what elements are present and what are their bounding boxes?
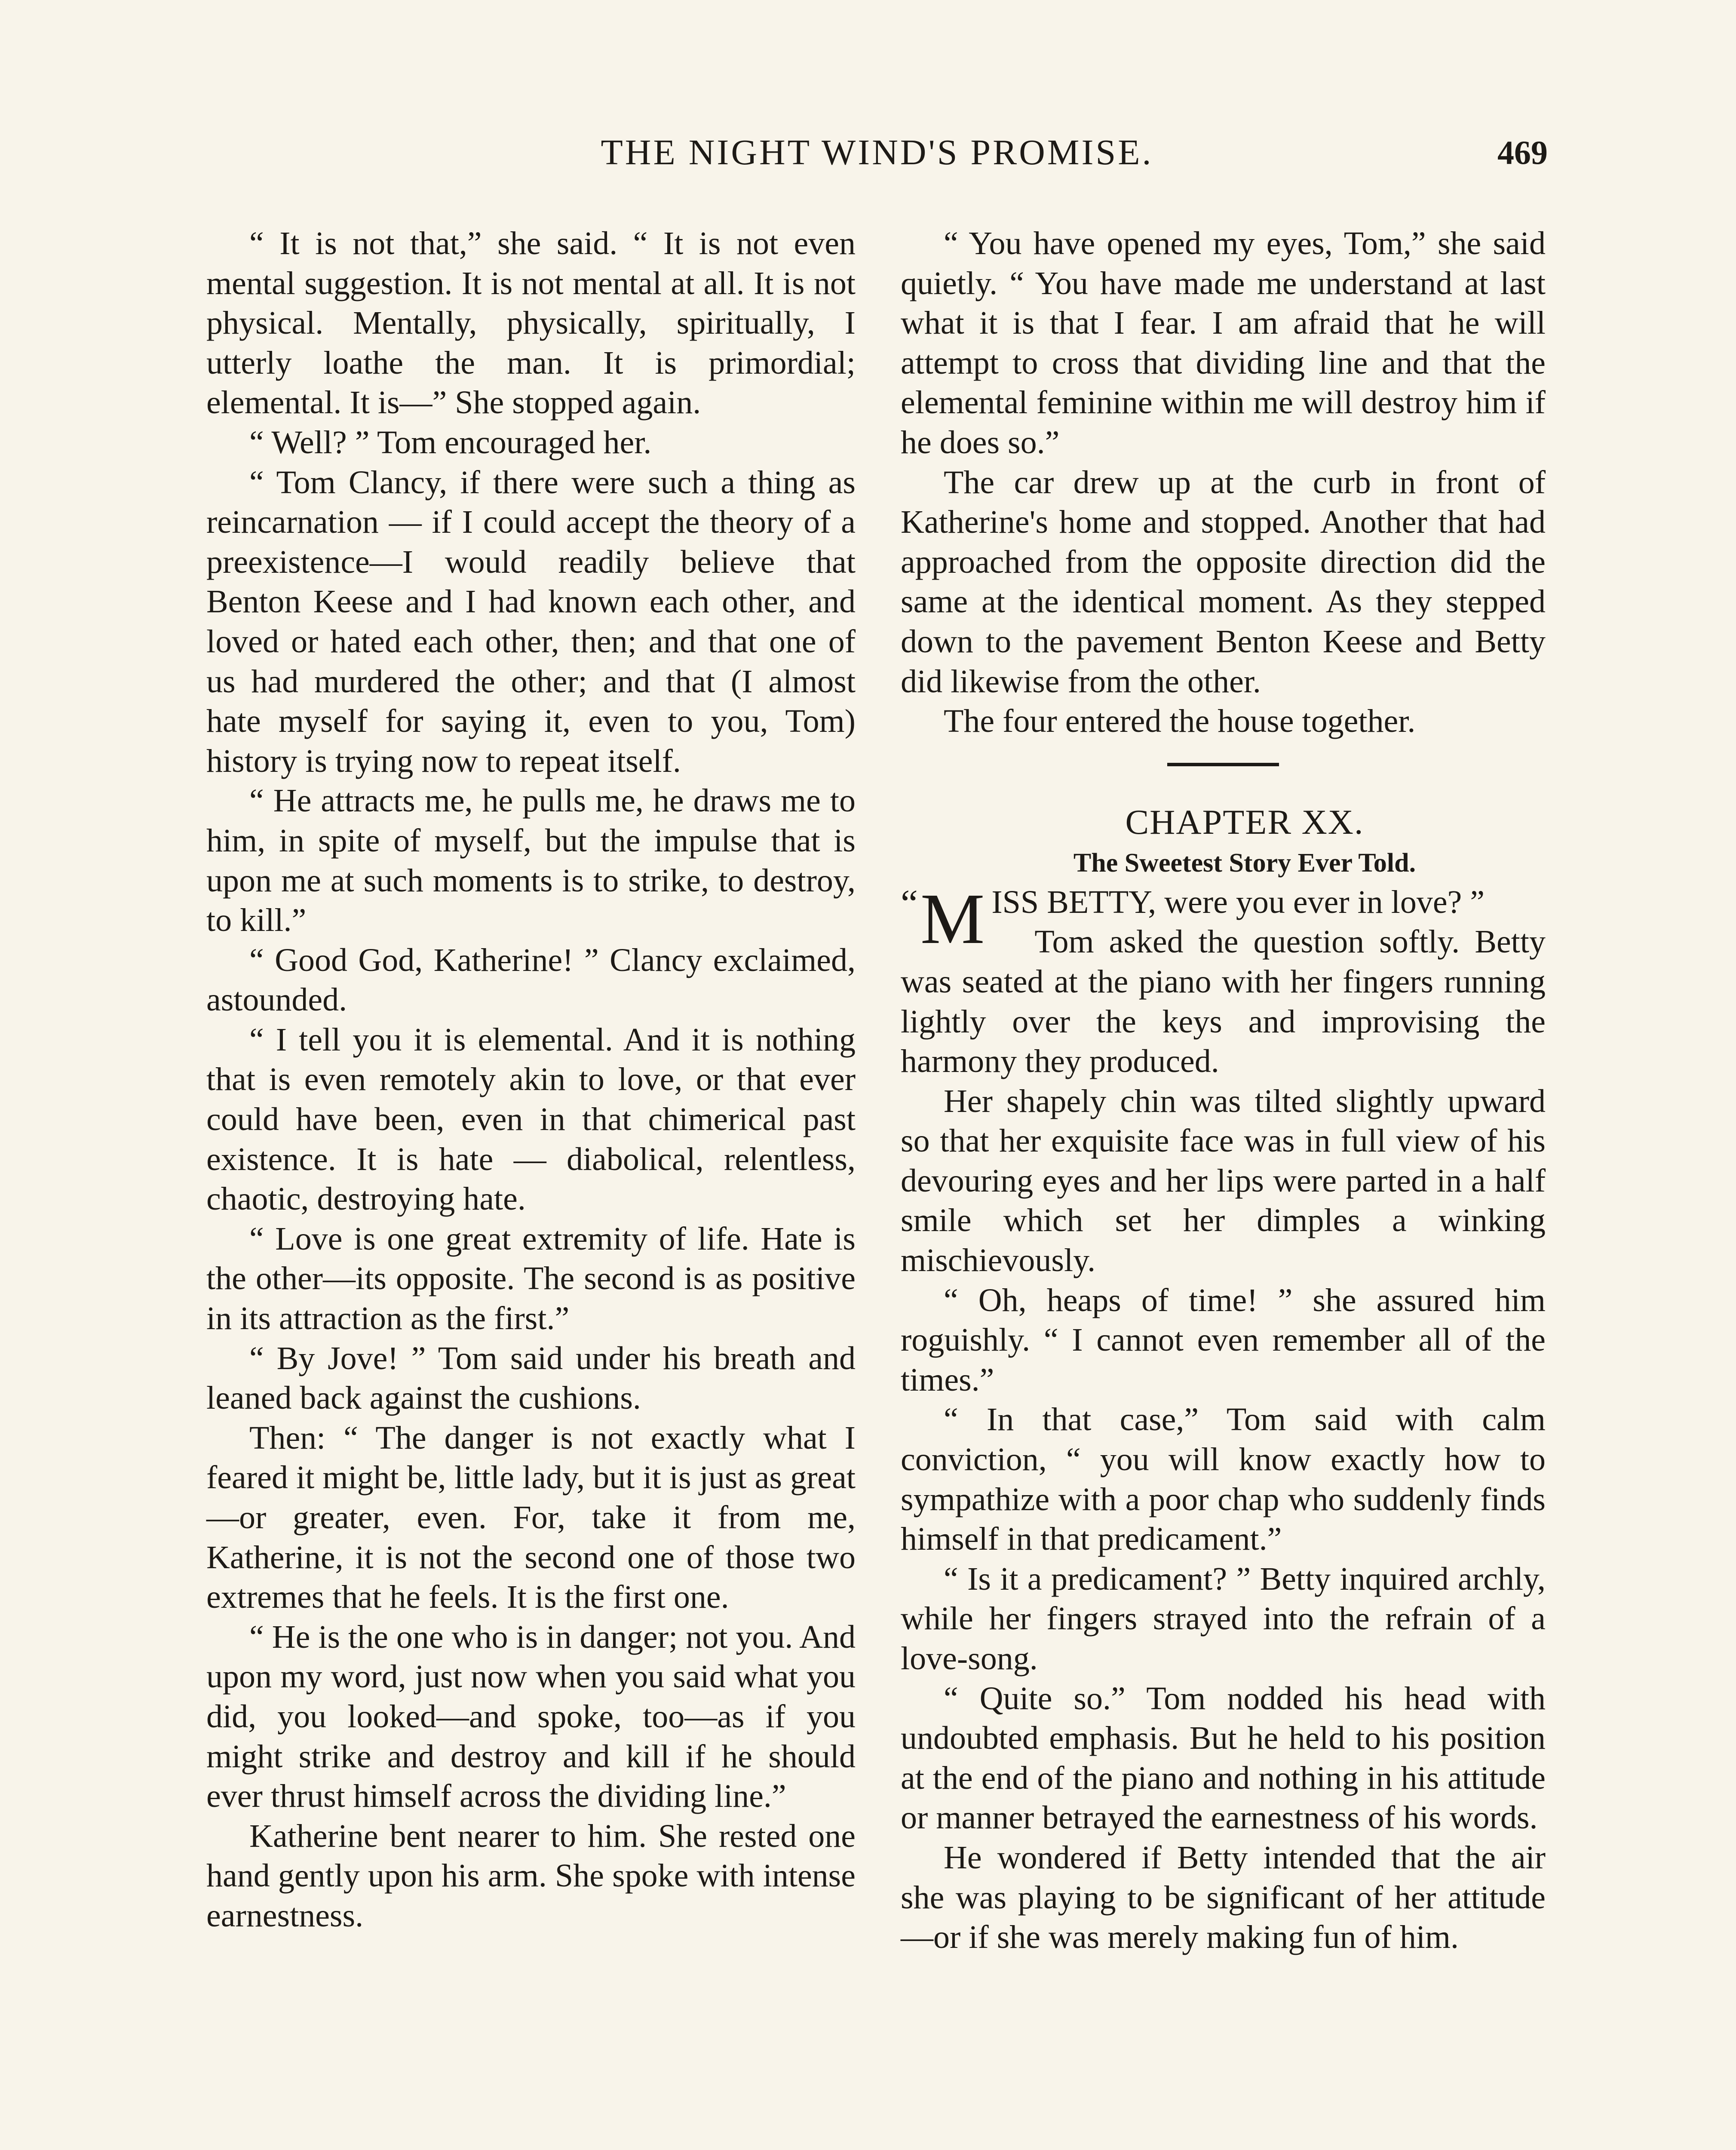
paragraph: Then: “ The danger is not exactly what I feared it might be, little lady, but it is just as great—or greater, even. For, take it from me, Katherine, it is not the second one of those two extremes that he feels. It is the first one. <box>206 1419 856 1616</box>
running-title: THE NIGHT WIND'S PROMISE. <box>601 132 1153 172</box>
page-number: 469 <box>1497 134 1548 171</box>
right-column <box>901 224 1546 1957</box>
paragraph: “ Good God, Katherine! ” Clancy exclaimed, astounded. <box>206 942 856 1018</box>
paragraph: “ It is not that,” she said. “ It is not even mental suggestion. It is not mental at all. It is not physical. Mentally, physically, spiritually, I utterly loathe the man. It is primordial; elemental. It is—” She stopped again. <box>206 225 856 421</box>
paragraph: The car drew up at the curb in front of Katherine's home and stopped. Another that had approached from the opposite direction did the same at the identical moment. As they stepped down to the pavement Benton Keese and Betty did likewise from the other. <box>901 464 1546 700</box>
chapter-heading: CHAPTER XX. <box>1125 802 1364 842</box>
paragraph: “ You have opened my eyes, Tom,” she said quietly. “ You have made me understand at last what it is that I fear. I am afraid that he will attempt to cross that dividing line and that the elemental feminine within me will destroy him if he does so.” <box>901 225 1546 461</box>
opening-quote: “ <box>901 882 918 925</box>
left-column <box>206 224 856 1936</box>
paragraph: “ In that case,” Tom said with calm conviction, “ you will know exactly how to sympathize with a poor chap who suddenly finds himself in that predicament.” <box>901 1401 1546 1557</box>
paragraph: “ I tell you it is elemental. And it is nothing that is even remotely akin to love, or that ever could have been, even in that chimerical past existence. It is hate — diabolical, relentless, chaotic, destroying hate. <box>206 1021 856 1217</box>
paragraph: The four entered the house together. <box>944 703 1416 740</box>
paragraph: “ Love is one great extremity of life. Hate is the other—its opposite. The second is as positive in its attraction as the first.” <box>206 1220 856 1337</box>
paragraph: “ He attracts me, he pulls me, he draws me to him, in spite of myself, but the impulse that is upon me at such moments is to strike, to destroy, to kill.” <box>206 783 856 939</box>
paragraph: Her shapely chin was tilted slightly upward so that her exquisite face was in full view of his devouring eyes and her lips were parted in a half smile which set her dimples a winking mischievously. <box>901 1083 1546 1279</box>
paragraph: Tom asked the question softly. Betty was seated at the piano with her fingers running lightly over the keys and improvising the harmony they produced. <box>901 924 1546 1080</box>
paragraph: “ Is it a predicament? ” Betty inquired archly, while her fingers strayed into the refrain of a love-song. <box>901 1560 1546 1677</box>
paragraph: “ Quite so.” Tom nodded his head with undoubted emphasis. But he held to his position at the end of the piano and nothing in his attitude or manner betrayed the earnestness of his words. <box>901 1680 1546 1836</box>
chapter-opening-paragraph <box>901 878 1546 959</box>
paragraph: “ Tom Clancy, if there were such a thing as reincarnation — if I could accept the theory of a preexistence—I would readily believe that Benton Keese and I had known each other, and loved or hated each other, then; and that one of us had murdered the other; and that (I almost hate myself for saying it, even to you, Tom) history is trying now to repeat itself. <box>206 464 856 779</box>
drop-cap: M <box>920 878 985 959</box>
chapter-subtitle: The Sweetest Story Ever Told. <box>1073 848 1416 878</box>
running-head <box>206 129 1548 181</box>
paragraph: “ By Jove! ” Tom said under his breath and leaned back against the cushions. <box>206 1340 856 1416</box>
paragraph: “ Oh, heaps of time! ” she assured him roguishly. “ I cannot even remember all of the times.” <box>901 1282 1546 1398</box>
section-divider <box>1167 763 1279 766</box>
paragraph: “ He is the one who is in danger; not you. And upon my word, just now when you said what you did, you looked—and spoke, too—as if you might strike and destroy and kill if he should ever thrust himself across the dividing line.” <box>206 1619 856 1815</box>
opening-text: ISS BETTY, were you ever in love? ” <box>991 884 1485 920</box>
paragraph: Katherine bent nearer to him. She rested one hand gently upon his arm. She spoke with intense earnestness. <box>206 1818 856 1934</box>
paragraph: He wondered if Betty intended that the air she was playing to be significant of her attitude—or if she was merely making fun of him. <box>901 1839 1546 1956</box>
paragraph: “ Well? ” Tom encouraged her. <box>249 424 652 461</box>
